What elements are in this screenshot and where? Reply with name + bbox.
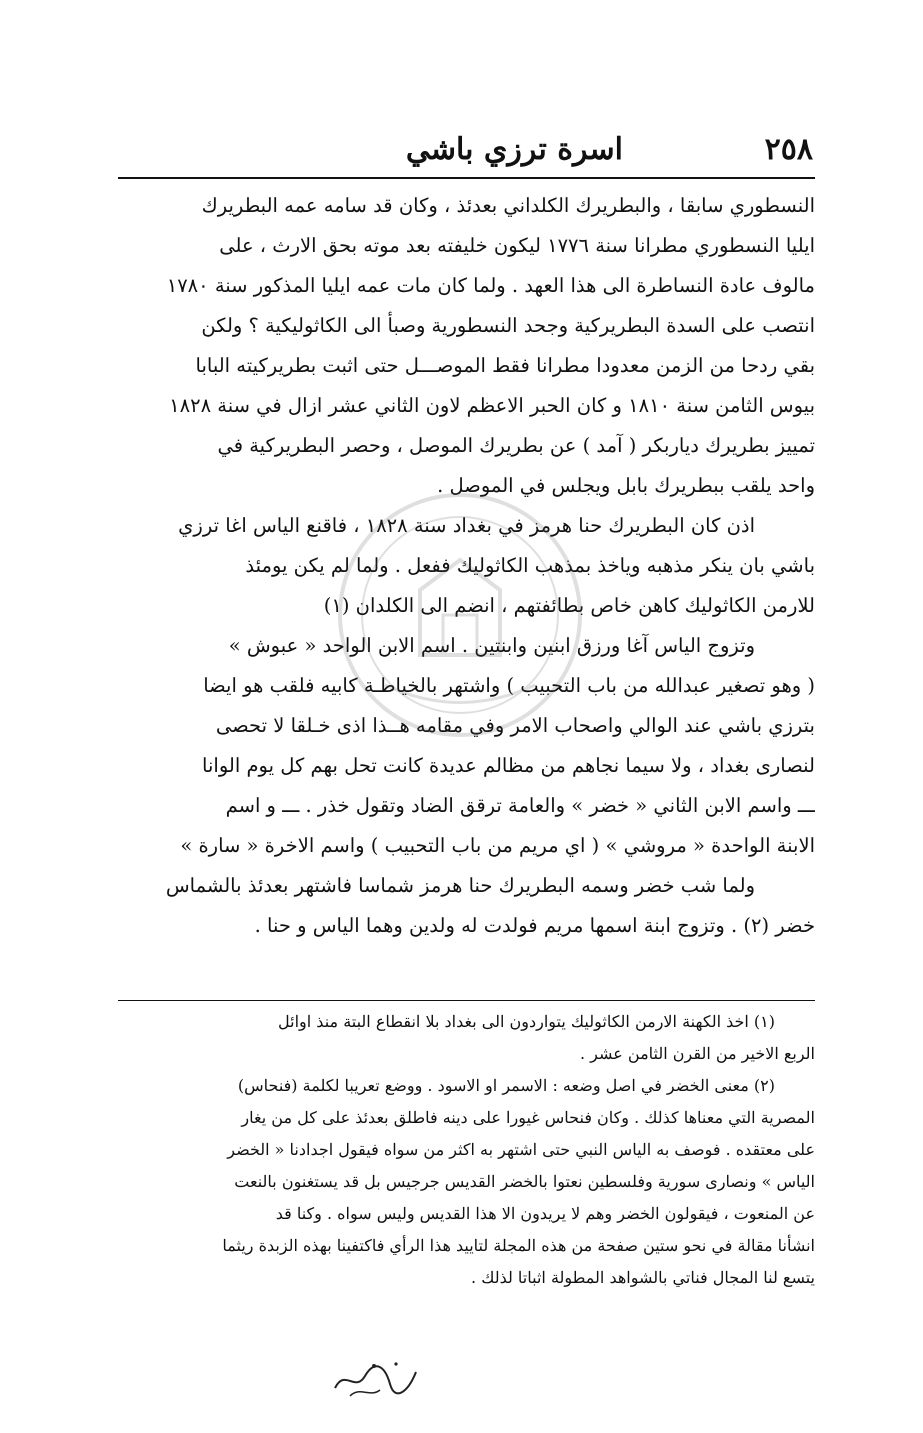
footnote-line: انشأنا مقالة في نحو ستين صفحة من هذه المجلة لتاييد هذا الرأي فاكتفينا بهذه الزبدة ريثما: [222, 1236, 815, 1255]
footnote-line: (٢) معنى الخضر في اصل وضعه : الاسمر او الاسود . ووضع تعريبا لكلمة (فنحاس): [237, 1076, 775, 1095]
footnote: [118, 1006, 815, 1070]
text-line: بترزي باشي عند الوالي واصحاب الامر وفي مقامه هــذا اذى خـلقا لا تحصى: [215, 714, 815, 737]
footnotes: [118, 1006, 815, 1294]
footnote-line: عن المنعوت ، فيقولون الخضر وهم لا يريدون الا هذا القديس وليس سواه . وكنا قد: [275, 1204, 815, 1223]
footnote-rule: [118, 1000, 815, 1001]
text-line: النسطوري سابقا ، والبطريرك الكلداني بعدئذ ، وكان قد سامه عمه البطريرك: [201, 194, 815, 217]
text-line: الابنة الواحدة « مروشي » ( اي مريم من باب التحبيب ) واسم الاخرة « سارة »: [180, 834, 815, 857]
text-line: ( وهو تصغير عبدالله من باب التحبيب ) واشتهر بالخياطـة كابيه فلقب هو ايضا: [203, 674, 815, 697]
footnote-line: يتسع لنا المجال فناتي بالشواهد المطولة اثباتا لذلك .: [471, 1268, 815, 1287]
text-line: لنصارى بغداد ، ولا سيما نجاهم من مظالم عديدة كانت تحل بهم كل يوم الوانا: [202, 754, 815, 777]
text-line: اذن كان البطريرك حنا هرمز في بغداد سنة ١٨٢٨ ، فاقنع الياس اغا ترزي: [178, 514, 755, 537]
text-line: خضر (٢) . وتزوج ابنة اسمها مريم فولدت له ولدين وهما الياس و حنا .: [254, 914, 815, 937]
paragraph: [118, 626, 815, 866]
text-line: ولما شب خضر وسمه البطريرك حنا هرمز شماسا فاشتهر بعدئذ بالشماس: [165, 874, 755, 897]
page-header: [118, 132, 813, 176]
text-line: وتزوج الياس آغا ورزق ابنين وابنتين . اسم الابن الواحد « عبوش »: [228, 634, 755, 657]
text-line: تمييز بطريرك دياربكر ( آمد ) عن بطريرك الموصل ، وحصر البطريركية في: [217, 434, 815, 457]
paragraph: [118, 506, 815, 626]
footnote-line: الياس » ونصارى سورية وفلسطين نعتوا بالخضر القديس جرجيس بل قد يستغنون بالنعت: [234, 1172, 815, 1191]
header-rule: [118, 177, 815, 179]
text-line: ـــ واسم الابن الثاني « خضر » والعامة ترقق الضاد وتقول خذر . ـــ و اسم: [225, 794, 815, 817]
text-line: بيوس الثامن سنة ١٨١٠ و كان الحبر الاعظم لاون الثاني عشر ازال في سنة ١٨٢٨: [169, 394, 815, 417]
text-line: مالوف عادة النساطرة الى هذا العهد . ولما كان مات عمه ايليا المذكور سنة ١٧٨٠: [166, 274, 815, 297]
footnote-line: الربع الاخير من القرن الثامن عشر .: [580, 1044, 815, 1063]
text-line: باشي بان ينكر مذهبه وياخذ بمذهب الكاثوليك ففعل . ولما لم يكن يومئذ: [245, 554, 815, 577]
page-number: ٢٥٨: [764, 132, 813, 167]
running-title: اسرة ترزي باشي: [405, 132, 623, 167]
footnote: [118, 1070, 815, 1294]
text-line: ايليا النسطوري مطرانا سنة ١٧٧٦ ليكون خليفته بعد موته بحق الارث ، على: [219, 234, 815, 257]
footnote-line: على معتقده . فوصف به الياس النبي حتى اشتهر به اكثر من سواه فيقول اجدادنا « الخضر: [227, 1140, 815, 1159]
text-line: للارمن الكاثوليك كاهن خاص بطائفتهم ، انضم الى الكلدان (١): [323, 594, 815, 617]
paragraph: [118, 186, 815, 506]
body-text: [118, 186, 815, 946]
handwritten-mark-icon: [330, 1358, 420, 1402]
footnote-line: (١) اخذ الكهنة الارمن الكاثوليك يتواردون الى بغداد بلا انقطاع البتة منذ اوائل: [278, 1012, 775, 1031]
paragraph: [118, 866, 815, 946]
footnote-line: المصرية التي معناها كذلك . وكان فنحاس غيورا على دينه فاطلق بعدئذ على كل من يغار: [241, 1108, 815, 1127]
text-line: انتصب على السدة البطريركية وجحد النسطورية وصبأ الى الكاثوليكية ؟ ولكن: [201, 314, 815, 337]
text-line: بقي ردحا من الزمن معدودا مطرانا فقط الموصـــل حتى اثبت بطريركيته البابا: [195, 354, 815, 377]
text-line: واحد يلقب ببطريرك بابل ويجلس في الموصل .: [437, 474, 815, 497]
